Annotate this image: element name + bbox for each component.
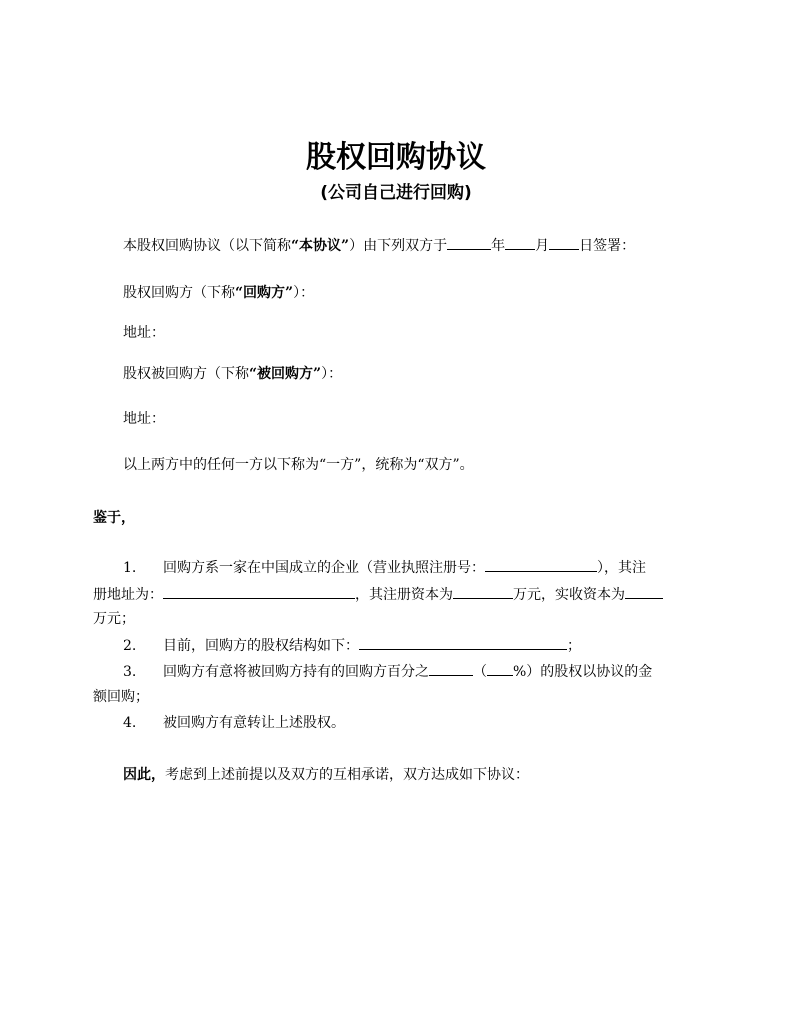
- buyer-line: 股权回购方（下称“回购方”）：: [123, 285, 315, 301]
- document-subtitle: (公司自己进行回购): [320, 183, 472, 203]
- date-month-blank: [505, 234, 535, 250]
- list-item: 3. 回购方有意将被回购方持有的回购方百分之 （ %）的股权以协议的金: [123, 660, 652, 683]
- seller-line: 股权被回购方（下称“被回购方”）：: [123, 366, 343, 382]
- list-item-continuation: 额回购；: [93, 689, 149, 705]
- percentage-words-blank: [429, 660, 473, 676]
- list-item: 4. 被回购方有意转让上述股权。: [123, 715, 345, 731]
- registration-number-blank: [485, 556, 597, 572]
- list-item-continuation: 万元；: [93, 611, 135, 627]
- list-item-continuation: 册地址为： ，其注册资本为 万元，实收资本为: [93, 583, 663, 606]
- list-item: 1. 回购方系一家在中国成立的企业（营业执照注册号： ），其注: [123, 556, 646, 579]
- date-year-blank: [447, 234, 491, 250]
- whereas-heading: 鉴于，: [93, 510, 135, 526]
- registered-capital-blank: [453, 583, 513, 599]
- percentage-number-blank: [487, 660, 513, 676]
- list-item: 2. 目前，回购方的股权结构如下： ；: [123, 634, 581, 657]
- date-day-blank: [549, 234, 579, 250]
- buyer-address: 地址：: [123, 325, 165, 341]
- therefore-paragraph: 因此，考虑到上述前提以及双方的互相承诺，双方达成如下协议：: [123, 767, 529, 783]
- intro-paragraph: 本股权回购协议（以下简称“本协议”）由下列双方于 年 月 日签署：: [123, 234, 635, 257]
- seller-address: 地址：: [123, 411, 165, 427]
- paid-capital-blank: [625, 583, 663, 599]
- equity-structure-blank: [359, 634, 567, 650]
- parties-note: 以上两方中的任何一方以下称为“一方”，统称为“双方”。: [123, 457, 474, 473]
- registered-address-blank: [163, 583, 355, 599]
- document-title: 股权回购协议: [306, 140, 486, 175]
